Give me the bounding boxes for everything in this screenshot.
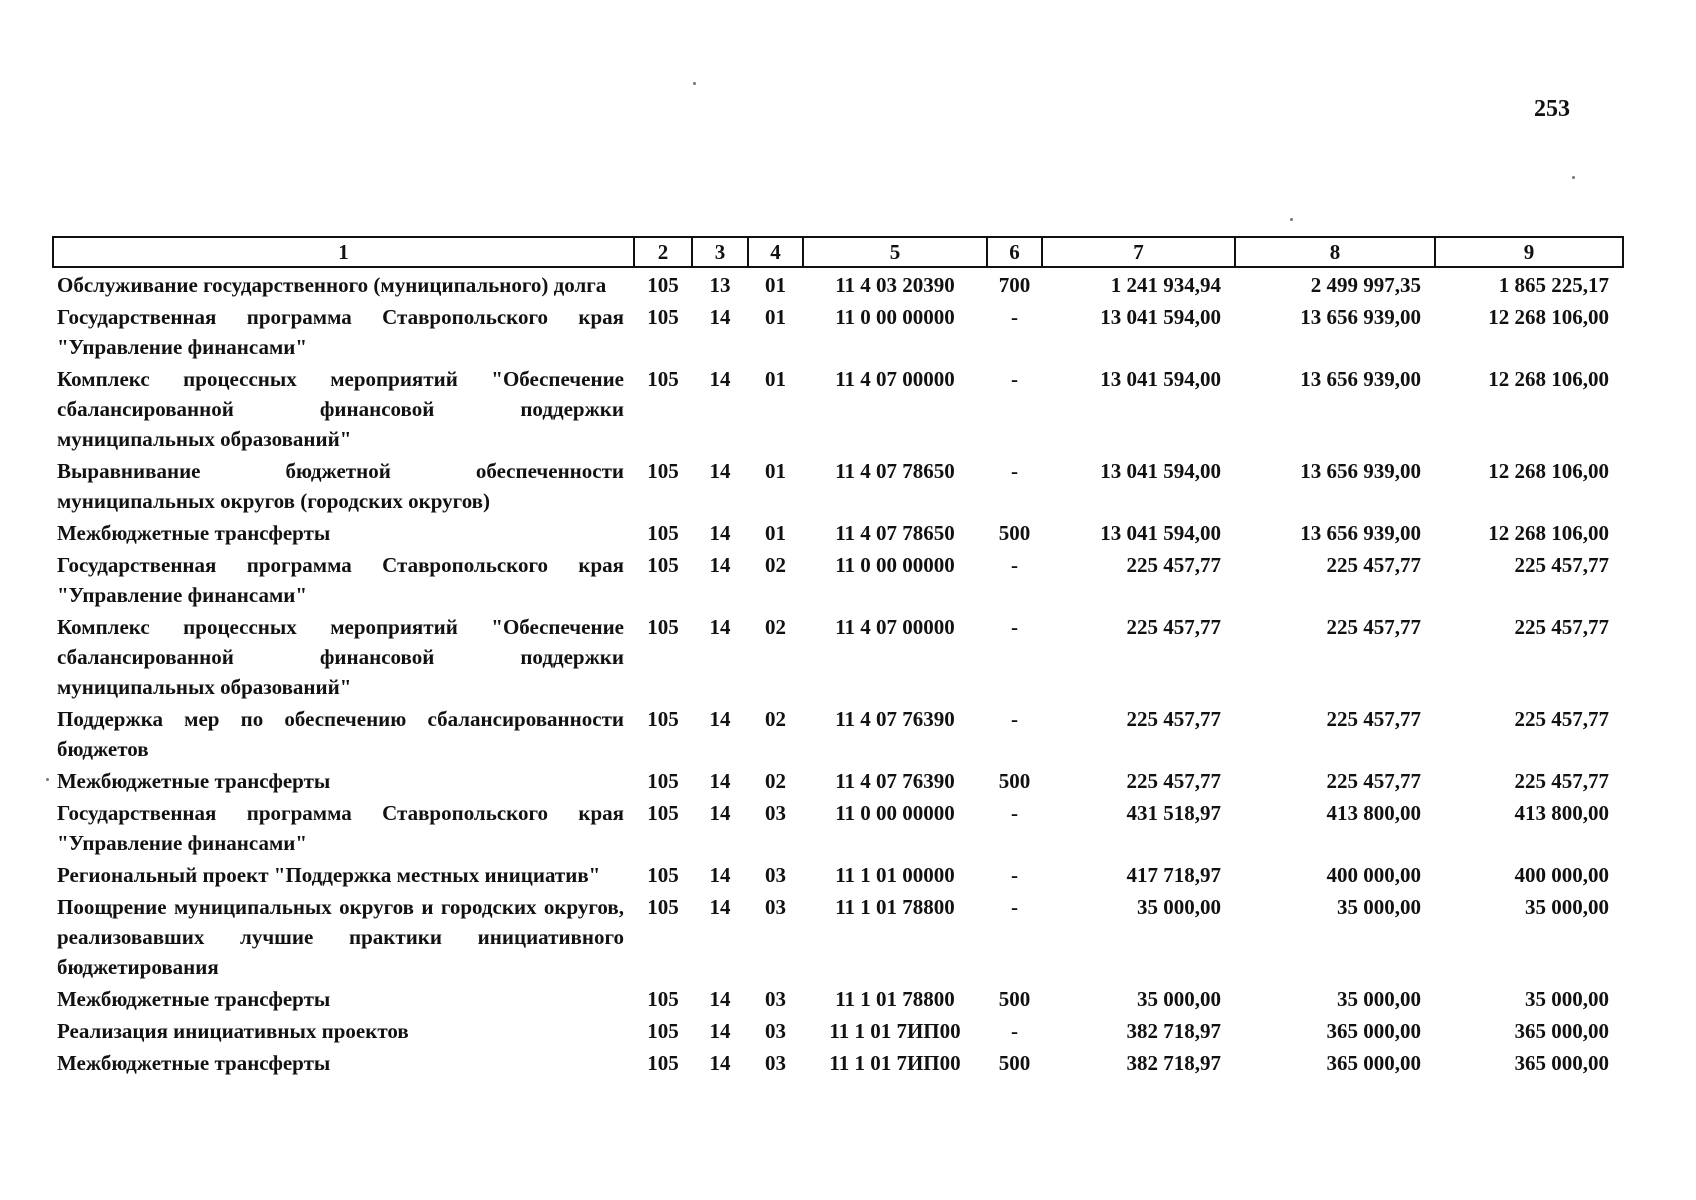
- code-4-cell: 02: [765, 769, 786, 793]
- code-5-cell: 11 4 03 20390: [835, 273, 955, 297]
- code-3-cell: 14: [709, 459, 731, 483]
- code-3-cell: 14: [709, 305, 731, 329]
- code-3-cell: 14: [709, 707, 731, 731]
- scan-speck: [46, 778, 49, 781]
- code-3-cell: 13: [709, 273, 731, 297]
- code-5-cell: 11 0 00 00000: [835, 553, 955, 577]
- value-9-cell: 12 268 106,00: [1488, 521, 1609, 545]
- value-7-cell: 35 000,00: [1137, 895, 1221, 919]
- code-2-cell: 105: [647, 459, 679, 483]
- table-row: [53, 764, 1623, 796]
- value-9-cell: 12 268 106,00: [1488, 305, 1609, 329]
- code-2-cell: 105: [647, 863, 679, 887]
- table-body: [53, 267, 1623, 1078]
- value-8-cell: 13 656 939,00: [1300, 459, 1421, 483]
- code-6-cell: -: [1011, 459, 1018, 483]
- table-header: [53, 237, 1623, 267]
- column-header-4: 4: [748, 237, 803, 267]
- code-5-cell: 11 0 00 00000: [835, 801, 955, 825]
- code-4-cell: 01: [765, 305, 786, 329]
- value-9-cell: 225 457,77: [1514, 553, 1609, 577]
- value-7-cell: 13 041 594,00: [1100, 305, 1221, 329]
- column-header-1: 1: [53, 237, 634, 267]
- name-cell: Государственная программа Ставропольского края "Управление финансами": [57, 553, 624, 607]
- code-5-cell: 11 1 01 78800: [835, 895, 955, 919]
- value-7-cell: 382 718,97: [1126, 1051, 1221, 1075]
- budget-table: [52, 236, 1624, 1078]
- name-cell: Государственная программа Ставропольского края "Управление финансами": [57, 801, 624, 855]
- code-2-cell: 105: [647, 367, 679, 391]
- code-5-cell: 11 4 07 00000: [835, 615, 955, 639]
- column-header-8: 8: [1235, 237, 1435, 267]
- code-5-cell: 11 0 00 00000: [835, 305, 955, 329]
- column-header-6: 6: [987, 237, 1042, 267]
- column-header-9: 9: [1435, 237, 1623, 267]
- value-7-cell: 431 518,97: [1126, 801, 1221, 825]
- value-8-cell: 13 656 939,00: [1300, 521, 1421, 545]
- code-4-cell: 01: [765, 459, 786, 483]
- value-8-cell: 13 656 939,00: [1300, 367, 1421, 391]
- value-7-cell: 225 457,77: [1126, 769, 1221, 793]
- value-7-cell: 417 718,97: [1126, 863, 1221, 887]
- code-3-cell: 14: [709, 987, 731, 1011]
- header-row: [53, 237, 1623, 267]
- code-4-cell: 01: [765, 273, 786, 297]
- value-7-cell: 1 241 934,94: [1110, 273, 1221, 297]
- name-cell: Выравнивание бюджетной обеспеченности муниципальных округов (городских округов): [57, 459, 624, 513]
- table-row: [53, 858, 1623, 890]
- code-4-cell: 03: [765, 987, 786, 1011]
- code-6-cell: -: [1011, 863, 1018, 887]
- table-row: [53, 267, 1623, 300]
- value-7-cell: 35 000,00: [1137, 987, 1221, 1011]
- code-2-cell: 105: [647, 801, 679, 825]
- code-6-cell: -: [1011, 305, 1018, 329]
- code-5-cell: 11 1 01 00000: [835, 863, 955, 887]
- code-6-cell: 500: [998, 987, 1031, 1011]
- table-row: [53, 516, 1623, 548]
- code-4-cell: 02: [765, 707, 786, 731]
- value-8-cell: 2 499 997,35: [1310, 273, 1421, 297]
- code-2-cell: 105: [647, 521, 679, 545]
- value-9-cell: 400 000,00: [1514, 863, 1609, 887]
- code-3-cell: 14: [709, 801, 731, 825]
- code-4-cell: 03: [765, 801, 786, 825]
- code-6-cell: -: [1011, 1019, 1018, 1043]
- table-row: [53, 454, 1623, 516]
- value-9-cell: 35 000,00: [1525, 895, 1609, 919]
- table-row: [53, 610, 1623, 702]
- value-8-cell: 400 000,00: [1326, 863, 1421, 887]
- value-8-cell: 365 000,00: [1326, 1019, 1421, 1043]
- value-9-cell: 225 457,77: [1514, 615, 1609, 639]
- name-cell: Межбюджетные трансферты: [57, 769, 331, 793]
- code-2-cell: 105: [647, 1019, 679, 1043]
- name-cell: Комплекс процессных мероприятий "Обеспечение сбалансированной финансовой поддержки муниципальных образований": [57, 615, 624, 699]
- code-3-cell: 14: [709, 769, 731, 793]
- value-9-cell: 225 457,77: [1514, 769, 1609, 793]
- name-cell: Комплекс процессных мероприятий "Обеспечение сбалансированной финансовой поддержки муниципальных образований": [57, 367, 624, 451]
- column-header-2: 2: [634, 237, 692, 267]
- code-6-cell: 700: [998, 273, 1031, 297]
- value-9-cell: 12 268 106,00: [1488, 459, 1609, 483]
- code-6-cell: 500: [998, 769, 1031, 793]
- code-2-cell: 105: [647, 987, 679, 1011]
- code-5-cell: 11 1 01 78800: [835, 987, 955, 1011]
- code-4-cell: 03: [765, 895, 786, 919]
- name-cell: Поддержка мер по обеспечению сбалансированности бюджетов: [57, 707, 624, 761]
- value-9-cell: 365 000,00: [1514, 1051, 1609, 1075]
- value-7-cell: 13 041 594,00: [1100, 521, 1221, 545]
- code-4-cell: 03: [765, 1051, 786, 1075]
- code-4-cell: 01: [765, 367, 786, 391]
- table-row: [53, 982, 1623, 1014]
- table-row: [53, 300, 1623, 362]
- value-8-cell: 225 457,77: [1326, 707, 1421, 731]
- value-9-cell: 365 000,00: [1514, 1019, 1609, 1043]
- name-cell: Государственная программа Ставропольского края "Управление финансами": [57, 305, 624, 359]
- scan-speck: [1572, 176, 1575, 179]
- column-header-5: 5: [803, 237, 987, 267]
- code-4-cell: 01: [765, 521, 786, 545]
- table-row: [53, 362, 1623, 454]
- code-6-cell: -: [1011, 553, 1018, 577]
- name-cell: Межбюджетные трансферты: [57, 521, 331, 545]
- page-number: 253: [1534, 96, 1570, 122]
- value-8-cell: 365 000,00: [1326, 1051, 1421, 1075]
- name-cell: Региональный проект "Поддержка местных инициатив": [57, 863, 601, 887]
- column-header-7: 7: [1042, 237, 1235, 267]
- code-5-cell: 11 4 07 00000: [835, 367, 955, 391]
- value-7-cell: 225 457,77: [1126, 707, 1221, 731]
- value-8-cell: 225 457,77: [1326, 553, 1421, 577]
- scan-speck: [693, 82, 696, 85]
- code-3-cell: 14: [709, 521, 731, 545]
- code-3-cell: 14: [709, 863, 731, 887]
- value-8-cell: 225 457,77: [1326, 615, 1421, 639]
- code-3-cell: 14: [709, 1051, 731, 1075]
- code-6-cell: 500: [998, 521, 1031, 545]
- value-8-cell: 35 000,00: [1337, 895, 1421, 919]
- value-9-cell: 12 268 106,00: [1488, 367, 1609, 391]
- code-3-cell: 14: [709, 615, 731, 639]
- table-row: [53, 1046, 1623, 1078]
- name-cell: Обслуживание государственного (муниципального) долга: [57, 273, 607, 297]
- code-5-cell: 11 4 07 78650: [835, 459, 955, 483]
- code-4-cell: 03: [765, 863, 786, 887]
- table-row: [53, 548, 1623, 610]
- code-4-cell: 02: [765, 553, 786, 577]
- code-3-cell: 14: [709, 367, 731, 391]
- code-5-cell: 11 4 07 76390: [835, 707, 955, 731]
- value-7-cell: 225 457,77: [1126, 553, 1221, 577]
- table-row: [53, 890, 1623, 982]
- value-9-cell: 1 865 225,17: [1498, 273, 1609, 297]
- code-6-cell: -: [1011, 367, 1018, 391]
- code-2-cell: 105: [647, 305, 679, 329]
- value-9-cell: 413 800,00: [1514, 801, 1609, 825]
- code-6-cell: -: [1011, 707, 1018, 731]
- name-cell: Межбюджетные трансферты: [57, 1051, 331, 1075]
- code-2-cell: 105: [647, 273, 679, 297]
- code-2-cell: 105: [647, 769, 679, 793]
- code-2-cell: 105: [647, 895, 679, 919]
- table-row: [53, 796, 1623, 858]
- value-8-cell: 35 000,00: [1337, 987, 1421, 1011]
- code-3-cell: 14: [709, 1019, 731, 1043]
- value-8-cell: 413 800,00: [1326, 801, 1421, 825]
- column-header-3: 3: [692, 237, 748, 267]
- code-2-cell: 105: [647, 553, 679, 577]
- code-2-cell: 105: [647, 1051, 679, 1075]
- code-6-cell: 500: [998, 1051, 1031, 1075]
- value-7-cell: 13 041 594,00: [1100, 459, 1221, 483]
- code-4-cell: 02: [765, 615, 786, 639]
- value-8-cell: 13 656 939,00: [1300, 305, 1421, 329]
- code-5-cell: 11 4 07 76390: [835, 769, 955, 793]
- code-5-cell: 11 1 01 7ИП00: [829, 1019, 961, 1043]
- value-8-cell: 225 457,77: [1326, 769, 1421, 793]
- name-cell: Поощрение муниципальных округов и городских округов, реализовавших лучшие практики инициативного бюджетирования: [57, 895, 624, 979]
- value-9-cell: 35 000,00: [1525, 987, 1609, 1011]
- name-cell: Межбюджетные трансферты: [57, 987, 331, 1011]
- code-4-cell: 03: [765, 1019, 786, 1043]
- code-3-cell: 14: [709, 895, 731, 919]
- code-5-cell: 11 4 07 78650: [835, 521, 955, 545]
- value-7-cell: 382 718,97: [1126, 1019, 1221, 1043]
- code-3-cell: 14: [709, 553, 731, 577]
- code-6-cell: -: [1011, 801, 1018, 825]
- scan-speck: [1290, 218, 1293, 221]
- code-6-cell: -: [1011, 615, 1018, 639]
- name-cell: Реализация инициативных проектов: [57, 1019, 409, 1043]
- value-7-cell: 13 041 594,00: [1100, 367, 1221, 391]
- code-6-cell: -: [1011, 895, 1018, 919]
- code-2-cell: 105: [647, 615, 679, 639]
- table-row: [53, 702, 1623, 764]
- value-9-cell: 225 457,77: [1514, 707, 1609, 731]
- code-2-cell: 105: [647, 707, 679, 731]
- code-5-cell: 11 1 01 7ИП00: [829, 1051, 961, 1075]
- value-7-cell: 225 457,77: [1126, 615, 1221, 639]
- table-row: [53, 1014, 1623, 1046]
